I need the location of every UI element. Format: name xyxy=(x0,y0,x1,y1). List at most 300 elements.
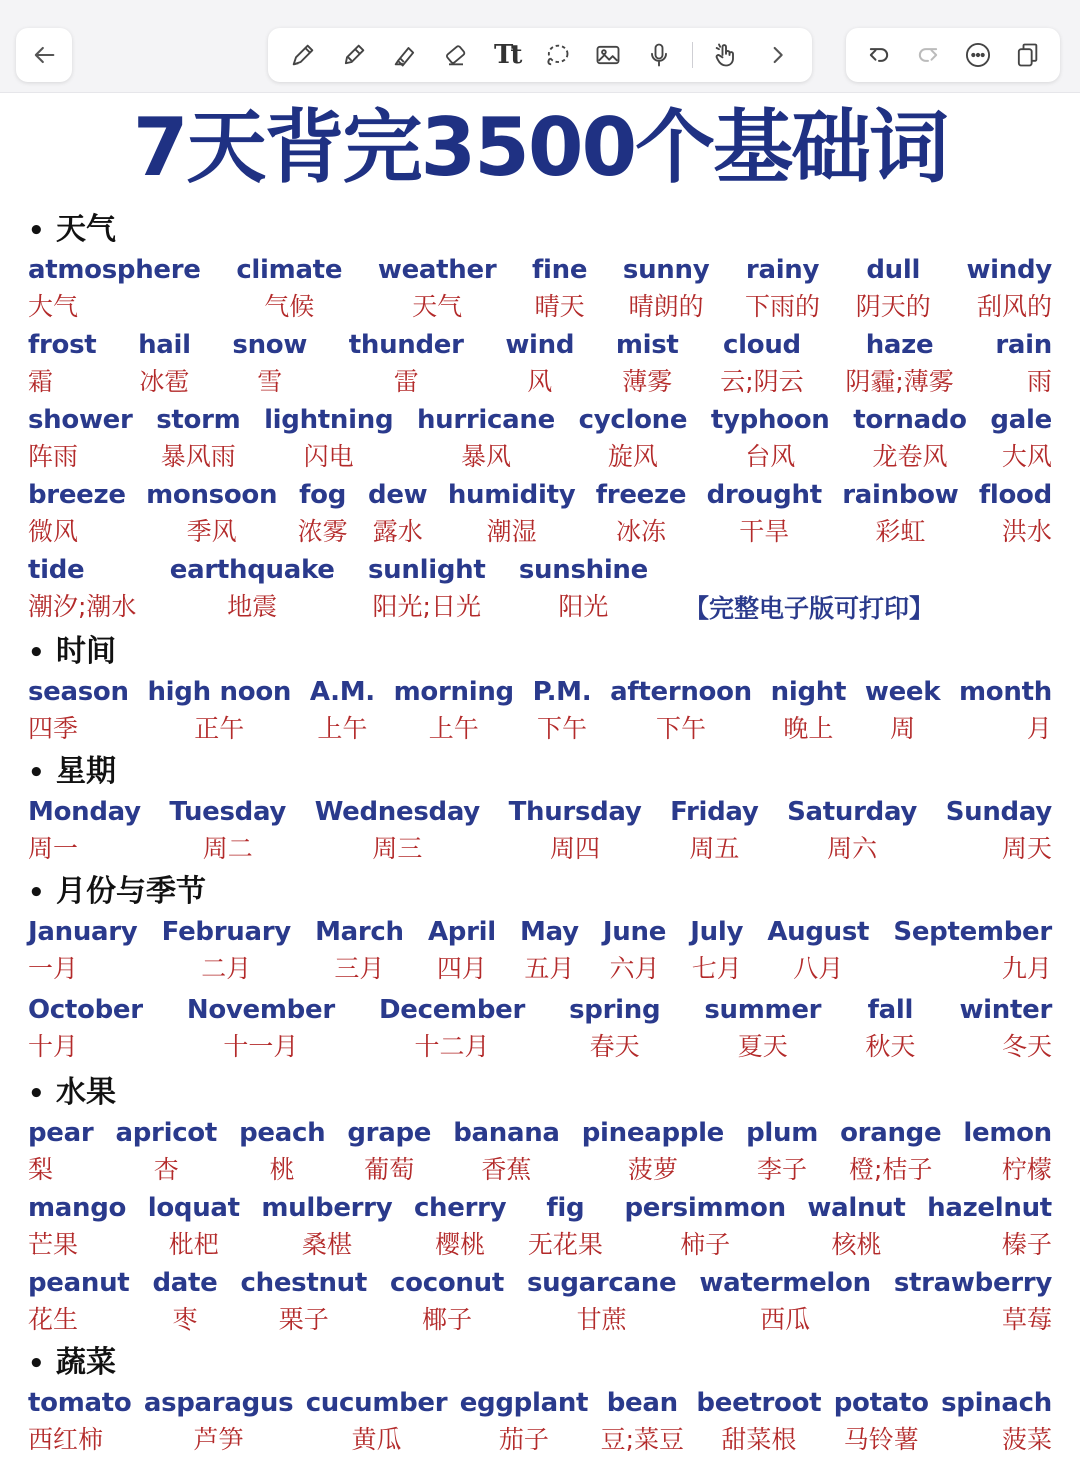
english-word: bean xyxy=(606,1388,678,1418)
english-word: tornado xyxy=(853,405,967,435)
english-word: pineapple xyxy=(581,1118,725,1148)
word-pair xyxy=(579,402,688,476)
english-word: Thursday xyxy=(508,797,642,827)
english-word: August xyxy=(767,917,870,947)
chinese-meaning: 天气 xyxy=(412,292,463,321)
page-title: 7天背完3500个基础词 xyxy=(132,101,948,194)
word-pair xyxy=(347,1115,431,1189)
chinese-meaning: 栗子 xyxy=(278,1305,329,1334)
word-pair xyxy=(670,794,758,868)
section-heading-fruits: • 水果 xyxy=(28,1075,116,1110)
word-row xyxy=(28,402,1052,476)
english-word: month xyxy=(959,677,1052,707)
pen-icon[interactable] xyxy=(285,37,321,73)
chinese-meaning: 花生 xyxy=(28,1305,79,1334)
word-pair xyxy=(894,1265,1052,1339)
chinese-meaning: 下雨的 xyxy=(745,292,821,321)
english-word: Wednesday xyxy=(314,797,480,827)
english-word: tide xyxy=(28,555,85,585)
english-word: Sunday xyxy=(945,797,1052,827)
chinese-meaning: 周二 xyxy=(202,834,253,863)
chinese-meaning: 橙;桔子 xyxy=(848,1155,933,1184)
english-word: rainy xyxy=(745,255,820,285)
word-pair xyxy=(28,674,129,748)
word-pair xyxy=(505,327,574,401)
chinese-meaning: 暴风 xyxy=(460,442,511,471)
english-word: June xyxy=(602,917,667,947)
word-pair xyxy=(28,477,126,551)
english-word: Tuesday xyxy=(169,797,287,827)
chinese-meaning: 菠萝 xyxy=(627,1155,678,1184)
word-pair xyxy=(711,402,830,476)
chinese-meaning: 冰冻 xyxy=(615,517,666,546)
english-word: winter xyxy=(959,995,1052,1025)
chinese-meaning: 马铃薯 xyxy=(843,1425,919,1454)
english-word: watermelon xyxy=(699,1268,871,1298)
chinese-meaning: 下午 xyxy=(536,714,587,743)
word-pair xyxy=(856,252,931,326)
chinese-meaning: 刮风的 xyxy=(976,292,1052,321)
pencil-icon[interactable] xyxy=(336,37,372,73)
word-pair xyxy=(865,992,915,1066)
word-pair xyxy=(144,1385,293,1459)
english-word: fog xyxy=(299,480,347,510)
word-pair xyxy=(707,477,822,551)
english-word: plum xyxy=(746,1118,819,1148)
chinese-meaning: 阴霾;薄雾 xyxy=(845,367,954,396)
back-arrow-icon xyxy=(26,37,62,73)
word-row xyxy=(28,992,1052,1066)
chinese-meaning: 月 xyxy=(1026,714,1052,743)
word-pair xyxy=(610,674,752,748)
chinese-meaning: 地震 xyxy=(227,592,278,621)
chinese-meaning: 九月 xyxy=(1001,954,1052,983)
word-pair xyxy=(241,1265,368,1339)
word-pair xyxy=(690,914,743,988)
word-pair xyxy=(963,1115,1052,1189)
chinese-meaning: 草莓 xyxy=(1001,1305,1052,1334)
english-word: pear xyxy=(28,1118,94,1148)
english-word: season xyxy=(28,677,129,707)
english-word: potato xyxy=(833,1388,929,1418)
word-pair xyxy=(745,252,820,326)
english-word: March xyxy=(315,917,404,947)
chinese-meaning: 正午 xyxy=(194,714,245,743)
word-pair xyxy=(941,1385,1052,1459)
word-pair xyxy=(236,252,342,326)
redo-icon[interactable] xyxy=(910,37,946,73)
chinese-meaning: 周一 xyxy=(28,834,79,863)
section-heading-months-seasons: • 月份与季节 xyxy=(28,874,206,909)
word-pair xyxy=(596,477,686,551)
chinese-meaning: 浓雾 xyxy=(297,517,348,546)
chinese-meaning: 榛子 xyxy=(1001,1230,1052,1259)
chinese-meaning: 豆;菜豆 xyxy=(600,1425,685,1454)
word-pair xyxy=(959,674,1052,748)
word-pair xyxy=(428,914,496,988)
english-word: peach xyxy=(239,1118,326,1148)
word-pair xyxy=(28,992,143,1066)
undo-icon[interactable] xyxy=(861,37,897,73)
english-word: gale xyxy=(990,405,1052,435)
word-pair xyxy=(807,1190,905,1264)
word-pair xyxy=(509,794,642,868)
hand-pointer-icon[interactable] xyxy=(708,37,744,73)
english-word: Friday xyxy=(670,797,759,827)
word-pair xyxy=(146,477,277,551)
english-word: April xyxy=(427,917,496,947)
chinese-meaning: 冬天 xyxy=(1001,1032,1052,1061)
word-row xyxy=(28,1115,1052,1189)
english-word: snow xyxy=(232,330,308,360)
chinese-meaning: 无花果 xyxy=(527,1230,603,1259)
chinese-meaning: 晚上 xyxy=(783,714,834,743)
word-pair xyxy=(187,992,335,1066)
chinese-meaning: 风 xyxy=(527,367,553,396)
english-word: hazelnut xyxy=(927,1193,1052,1223)
chinese-meaning: 六月 xyxy=(609,954,660,983)
english-word: morning xyxy=(393,677,514,707)
eraser-icon[interactable] xyxy=(438,37,474,73)
chinese-meaning: 七月 xyxy=(691,954,742,983)
highlighter-icon[interactable] xyxy=(387,37,423,73)
english-word: monsoon xyxy=(146,480,278,510)
english-word: cucumber xyxy=(305,1388,448,1418)
word-row xyxy=(28,674,1052,748)
english-word: high noon xyxy=(147,677,292,707)
chinese-meaning: 彩虹 xyxy=(875,517,926,546)
english-word: date xyxy=(152,1268,218,1298)
word-pair xyxy=(379,992,525,1066)
chinese-meaning: 龙卷风 xyxy=(872,442,948,471)
english-word: haze xyxy=(865,330,934,360)
english-word: asparagus xyxy=(143,1388,294,1418)
word-row xyxy=(28,1265,1052,1339)
english-word: P.M. xyxy=(532,677,592,707)
english-word: mango xyxy=(28,1193,127,1223)
english-word: fine xyxy=(532,255,588,285)
chinese-meaning: 干旱 xyxy=(739,517,790,546)
english-word: peanut xyxy=(28,1268,130,1298)
word-pair xyxy=(152,1265,217,1339)
english-word: mist xyxy=(615,330,679,360)
chinese-meaning: 雨 xyxy=(1026,367,1052,396)
chinese-meaning: 微风 xyxy=(28,517,79,546)
english-word: wind xyxy=(505,330,575,360)
word-pair xyxy=(720,327,803,401)
word-row xyxy=(28,794,1052,868)
chinese-meaning: 西红柿 xyxy=(28,1425,104,1454)
english-word: freeze xyxy=(595,480,687,510)
word-pair xyxy=(315,914,404,988)
toolbar xyxy=(0,0,1080,93)
chinese-meaning: 季风 xyxy=(186,517,237,546)
chinese-meaning: 旋风 xyxy=(607,442,658,471)
english-word: spring xyxy=(569,995,661,1025)
english-word: loquat xyxy=(147,1193,240,1223)
word-pair xyxy=(116,1115,218,1189)
word-pair xyxy=(390,1265,504,1339)
word-pair xyxy=(378,252,497,326)
pages-icon[interactable] xyxy=(1009,37,1045,73)
chinese-meaning: 桑椹 xyxy=(301,1230,352,1259)
chinese-meaning: 芒果 xyxy=(28,1230,79,1259)
english-word: chestnut xyxy=(240,1268,368,1298)
english-word: flood xyxy=(978,480,1052,510)
word-pair xyxy=(527,1265,676,1339)
english-word: thunder xyxy=(348,330,464,360)
chinese-meaning: 甘蔗 xyxy=(576,1305,627,1334)
english-word: cloud xyxy=(723,330,801,360)
chinese-meaning: 阳光 xyxy=(558,592,609,621)
word-row xyxy=(28,552,648,626)
chinese-meaning: 洪水 xyxy=(1001,517,1052,546)
word-row xyxy=(28,1385,1052,1459)
chinese-meaning: 阴天的 xyxy=(855,292,931,321)
english-word: spinach xyxy=(941,1388,1052,1418)
word-pair xyxy=(298,477,348,551)
word-pair xyxy=(699,1265,870,1339)
chinese-meaning: 八月 xyxy=(793,954,844,983)
word-pair xyxy=(147,674,291,748)
word-pair xyxy=(414,1190,506,1264)
chinese-meaning: 梨 xyxy=(28,1155,54,1184)
english-word: July xyxy=(690,917,744,947)
chinese-meaning: 三月 xyxy=(334,954,385,983)
word-pair xyxy=(170,552,335,626)
chinese-meaning: 椰子 xyxy=(421,1305,472,1334)
text-tool-icon[interactable]: Tt xyxy=(493,40,520,70)
chinese-meaning: 阳光;日光 xyxy=(372,592,481,621)
chinese-meaning: 云;阴云 xyxy=(720,367,804,396)
english-word: breeze xyxy=(28,480,126,510)
word-pair xyxy=(28,1265,129,1339)
word-pair xyxy=(138,327,191,401)
chinese-meaning: 上午 xyxy=(317,714,368,743)
chinese-meaning: 芦笋 xyxy=(193,1425,244,1454)
english-word: apricot xyxy=(115,1118,217,1148)
word-pair xyxy=(995,327,1052,401)
chinese-meaning: 薄雾 xyxy=(622,367,673,396)
chinese-meaning: 五月 xyxy=(524,954,575,983)
english-word: sugarcane xyxy=(526,1268,677,1298)
word-pair xyxy=(946,794,1052,868)
chinese-meaning: 气候 xyxy=(264,292,315,321)
word-pair xyxy=(448,477,576,551)
back-button[interactable] xyxy=(16,28,72,82)
english-word: night xyxy=(770,677,847,707)
word-pair xyxy=(704,992,821,1066)
chinese-meaning: 暴风雨 xyxy=(160,442,236,471)
english-word: mulberry xyxy=(261,1193,393,1223)
chinese-meaning: 李子 xyxy=(757,1155,808,1184)
word-pair xyxy=(148,1190,240,1264)
chinese-meaning: 柿子 xyxy=(680,1230,731,1259)
chinese-meaning: 西瓜 xyxy=(760,1305,811,1334)
word-pair xyxy=(601,1385,684,1459)
word-pair xyxy=(28,1190,126,1264)
english-word: tomato xyxy=(28,1388,132,1418)
english-word: lemon xyxy=(963,1118,1052,1148)
word-pair xyxy=(368,552,485,626)
english-word: humidity xyxy=(447,480,576,510)
word-pair xyxy=(368,477,427,551)
chinese-meaning: 大风 xyxy=(1001,442,1052,471)
english-word: sunshine xyxy=(518,555,648,585)
english-word: dull xyxy=(866,255,921,285)
english-word: week xyxy=(864,677,941,707)
english-word: afternoon xyxy=(610,677,752,707)
chinese-meaning: 十二月 xyxy=(414,1032,490,1061)
word-pair xyxy=(533,674,592,748)
word-pair xyxy=(28,552,136,626)
word-row xyxy=(28,327,1052,401)
word-pair xyxy=(842,477,958,551)
chinese-meaning: 闪电 xyxy=(303,442,354,471)
chinese-meaning: 四季 xyxy=(28,714,79,743)
english-word: hail xyxy=(138,330,191,360)
section-heading-time: • 时间 xyxy=(28,634,116,669)
chinese-meaning: 柠檬 xyxy=(1001,1155,1052,1184)
chinese-meaning: 桃 xyxy=(269,1155,295,1184)
english-word: drought xyxy=(706,480,822,510)
word-pair xyxy=(315,794,480,868)
english-word: fig xyxy=(546,1193,585,1223)
chinese-meaning: 菠菜 xyxy=(1001,1425,1052,1454)
word-pair xyxy=(959,992,1052,1066)
english-word: hurricane xyxy=(416,405,555,435)
word-pair xyxy=(28,327,96,401)
chinese-meaning: 二月 xyxy=(201,954,252,983)
chinese-meaning: 阵雨 xyxy=(28,442,79,471)
image-icon[interactable] xyxy=(590,37,626,73)
word-pair xyxy=(990,402,1052,476)
chinese-meaning: 甜菜根 xyxy=(721,1425,797,1454)
word-pair xyxy=(453,1115,559,1189)
word-pair xyxy=(623,252,709,326)
chinese-meaning: 大气 xyxy=(28,292,79,321)
chinese-meaning: 周天 xyxy=(1001,834,1052,863)
chinese-meaning: 霜 xyxy=(28,367,54,396)
english-word: A.M. xyxy=(309,677,375,707)
chinese-meaning: 下午 xyxy=(655,714,706,743)
chinese-meaning: 晴朗的 xyxy=(628,292,704,321)
word-pair xyxy=(519,552,648,626)
word-pair xyxy=(239,1115,325,1189)
word-pair xyxy=(865,674,940,748)
toolbar-divider xyxy=(692,42,693,68)
english-word: sunlight xyxy=(368,555,486,585)
word-pair xyxy=(306,1385,448,1459)
lasso-icon[interactable] xyxy=(539,37,575,73)
chinese-meaning: 周六 xyxy=(827,834,878,863)
word-pair xyxy=(162,914,291,988)
english-word: eggplant xyxy=(459,1388,589,1418)
english-word: October xyxy=(28,995,143,1025)
word-row xyxy=(28,252,1052,326)
word-pair xyxy=(853,402,967,476)
english-word: atmosphere xyxy=(28,255,201,285)
word-pair xyxy=(28,1385,131,1459)
english-word: banana xyxy=(453,1118,560,1148)
chinese-meaning: 上午 xyxy=(428,714,479,743)
printable-version-note: 【完整电子版可打印】 xyxy=(684,594,935,623)
chinese-meaning: 十月 xyxy=(28,1032,79,1061)
word-pair xyxy=(264,402,393,476)
word-pair xyxy=(927,1190,1052,1264)
english-word: February xyxy=(161,917,291,947)
chinese-meaning: 露水 xyxy=(372,517,423,546)
chinese-meaning: 樱桃 xyxy=(435,1230,486,1259)
word-pair xyxy=(460,1385,588,1459)
microphone-icon[interactable] xyxy=(641,37,677,73)
word-pair xyxy=(603,914,666,988)
word-pair xyxy=(834,1385,929,1459)
english-word: January xyxy=(28,917,138,947)
english-word: fall xyxy=(867,995,914,1025)
word-pair xyxy=(28,914,137,988)
word-pair xyxy=(840,1115,941,1189)
chinese-meaning: 夏天 xyxy=(737,1032,788,1061)
word-pair xyxy=(625,1190,786,1264)
word-pair xyxy=(232,327,307,401)
english-word: weather xyxy=(377,255,497,285)
drawing-tools xyxy=(268,28,812,82)
chinese-meaning: 周 xyxy=(890,714,916,743)
chinese-meaning: 香蕉 xyxy=(481,1155,532,1184)
word-pair xyxy=(261,1190,392,1264)
word-pair xyxy=(582,1115,724,1189)
word-pair xyxy=(349,327,464,401)
word-row xyxy=(28,1190,1052,1264)
word-pair xyxy=(696,1385,821,1459)
word-pair xyxy=(569,992,660,1066)
word-pair xyxy=(787,794,917,868)
word-pair xyxy=(528,1190,603,1264)
english-word: rain xyxy=(995,330,1052,360)
chinese-meaning: 十一月 xyxy=(223,1032,299,1061)
english-word: shower xyxy=(28,405,133,435)
english-word: climate xyxy=(236,255,343,285)
english-word: dew xyxy=(368,480,428,510)
english-word: storm xyxy=(156,405,241,435)
chinese-meaning: 葡萄 xyxy=(364,1155,415,1184)
chinese-meaning: 雪 xyxy=(257,367,283,396)
chinese-meaning: 晴天 xyxy=(534,292,585,321)
word-pair xyxy=(771,674,846,748)
english-word: May xyxy=(520,917,579,947)
english-word: Saturday xyxy=(787,797,918,827)
english-word: persimmon xyxy=(624,1193,786,1223)
word-pair xyxy=(28,794,141,868)
more-icon[interactable] xyxy=(960,37,996,73)
english-word: strawberry xyxy=(893,1268,1052,1298)
english-word: earthquake xyxy=(169,555,335,585)
english-word: cyclone xyxy=(578,405,688,435)
english-word: grape xyxy=(347,1118,432,1148)
word-pair xyxy=(979,477,1052,551)
word-pair xyxy=(394,674,514,748)
chinese-meaning: 杏 xyxy=(153,1155,179,1184)
chinese-meaning: 雷 xyxy=(393,367,419,396)
word-pair xyxy=(845,327,953,401)
section-heading-weekdays: • 星期 xyxy=(28,754,116,789)
chinese-meaning: 秋天 xyxy=(865,1032,916,1061)
chevron-right-icon[interactable] xyxy=(759,37,795,73)
english-word: windy xyxy=(966,255,1052,285)
chinese-meaning: 枣 xyxy=(172,1305,198,1334)
section-heading-vegetables: • 蔬菜 xyxy=(28,1345,116,1380)
